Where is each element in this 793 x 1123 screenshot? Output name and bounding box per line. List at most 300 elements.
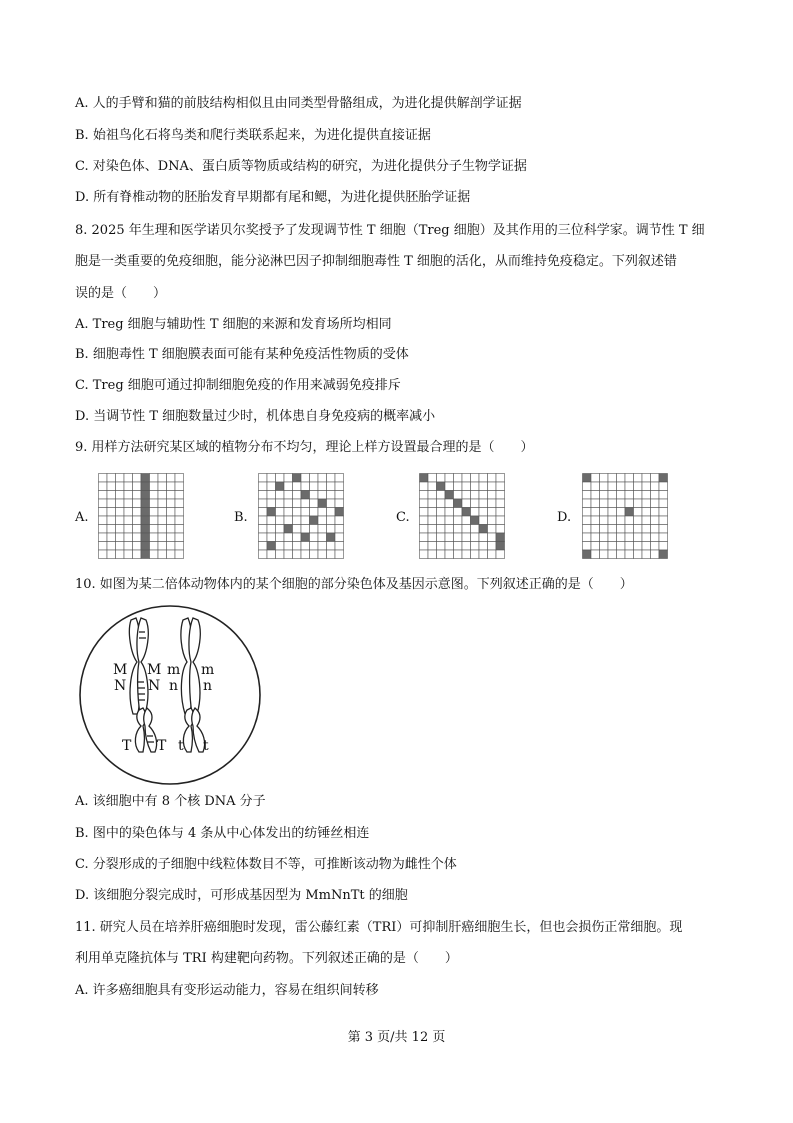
quadrat-cell (99, 516, 108, 525)
quadrat-cell (488, 533, 497, 542)
quadrat-cell (488, 542, 497, 551)
quadrat-cell (659, 533, 668, 542)
quadrat-cell (335, 542, 344, 551)
quadrat-cell (617, 525, 626, 534)
quadrat-cell (625, 533, 634, 542)
quadrat-cell-filled (141, 491, 150, 500)
quadrat-cell (445, 516, 454, 525)
quadrat-cell (116, 542, 125, 551)
quadrat-cell (310, 499, 319, 508)
quadrat-cell (462, 533, 471, 542)
quadrat-cell (617, 491, 626, 500)
quadrat-cell (124, 482, 133, 491)
quadrat-cell-filled (267, 542, 276, 551)
quadrat-cell (608, 508, 617, 517)
quadrat-cell (496, 550, 505, 559)
quadrat-cell (479, 550, 488, 559)
quadrat-cell (167, 491, 176, 500)
q8-option-b: B. 细胞毒性 T 细胞膜表面可能有某种免疫活性物质的受体 (75, 347, 409, 362)
quadrat-cell (634, 533, 643, 542)
gene-label: T (157, 738, 167, 754)
quadrat-cell (293, 525, 302, 534)
quadrat-cell (608, 542, 617, 551)
quadrat-cell (116, 516, 125, 525)
quadrat-cell (107, 542, 116, 551)
quadrat-cell (284, 508, 293, 517)
quadrat-cell (107, 525, 116, 534)
quadrat-cell (310, 491, 319, 500)
q10-option-c: C. 分裂形成的子细胞中线粒体数目不等，可推断该动物为雌性个体 (75, 857, 457, 872)
quadrat-cell (301, 516, 310, 525)
quadrat-cell (479, 533, 488, 542)
q7-option-a: A. 人的手臂和猫的前肢结构相似且由同类型骨骼组成，为进化提供解剖学证据 (75, 96, 522, 111)
quadrat-cell (267, 525, 276, 534)
quadrat-cell-filled (335, 508, 344, 517)
quadrat-cell (167, 525, 176, 534)
quadrat-cell (150, 499, 159, 508)
quadrat-cell (158, 508, 167, 517)
quadrat-cell (608, 533, 617, 542)
quadrat-cell (99, 542, 108, 551)
quadrat-cell (107, 533, 116, 542)
quadrat-cell (583, 525, 592, 534)
quadrat-cell (591, 482, 600, 491)
quadrat-cell (659, 482, 668, 491)
quadrat-cell-filled (659, 474, 668, 483)
quadrat-cell (284, 550, 293, 559)
quadrat-cell (116, 499, 125, 508)
quadrat-cell (600, 474, 609, 483)
quadrat-cell (445, 542, 454, 551)
quadrat-cell (634, 508, 643, 517)
quadrat-cell (133, 533, 142, 542)
quadrat-cell (276, 499, 285, 508)
quadrat-cell (642, 542, 651, 551)
quadrat-cell (625, 525, 634, 534)
quadrat-cell (617, 516, 626, 525)
quadrat-cell (437, 491, 446, 500)
quadrat-cell (420, 542, 429, 551)
quadrat-cell (420, 491, 429, 500)
quadrat-cell (634, 550, 643, 559)
quadrat-cell (124, 474, 133, 483)
quadrat-cell (259, 525, 268, 534)
quadrat-cell (471, 474, 480, 483)
quadrat-cell-filled (293, 474, 302, 483)
quadrat-cell (310, 482, 319, 491)
q7-option-b: B. 始祖鸟化石将鸟类和爬行类联系起来，为进化提供直接证据 (75, 128, 431, 143)
quadrat-cell (659, 516, 668, 525)
quadrat-cell (428, 516, 437, 525)
quadrat-cell (496, 508, 505, 517)
quadrat-cell-filled (141, 482, 150, 491)
quadrat-cell (428, 525, 437, 534)
quadrat-cell (428, 508, 437, 517)
quadrat-cell (454, 508, 463, 517)
quadrat-cell (150, 474, 159, 483)
gene-label: N (148, 678, 161, 694)
quadrat-cell (634, 482, 643, 491)
quadrat-cell (651, 525, 660, 534)
q11-stem-line-2: 利用单克隆抗体与 TRI 构建靶向药物。下列叙述正确的是（ ） (75, 951, 458, 966)
quadrat-cell (310, 525, 319, 534)
quadrat-cell (301, 499, 310, 508)
quadrat-cell (420, 516, 429, 525)
quadrat-cell (445, 550, 454, 559)
quadrat-cell (124, 491, 133, 500)
q10-option-a: A. 该细胞中有 8 个核 DNA 分子 (75, 794, 266, 809)
q8-stem-line-3: 误的是（ ） (75, 286, 167, 301)
quadrat-cell (133, 491, 142, 500)
quadrat-cell (437, 550, 446, 559)
quadrat-cell (133, 525, 142, 534)
quadrat-cell (167, 533, 176, 542)
quadrat-cell (634, 542, 643, 551)
quadrat-cell (600, 491, 609, 500)
quadrat-cell (158, 542, 167, 551)
quadrat-cell (335, 491, 344, 500)
quadrat-cell (471, 482, 480, 491)
quadrat-cell (150, 525, 159, 534)
quadrat-cell (124, 533, 133, 542)
q8-option-a: A. Treg 细胞与辅助性 T 细胞的来源和发育场所均相同 (75, 317, 392, 332)
quadrat-cell (625, 491, 634, 500)
quadrat-cell (175, 516, 184, 525)
quadrat-cell (301, 550, 310, 559)
quadrat-cell (310, 508, 319, 517)
q10-stem: 10. 如图为某二倍体动物体内的某个细胞的部分染色体及基因示意图。下列叙述正确的是（ ） (75, 577, 633, 592)
quadrat-cell (310, 533, 319, 542)
quadrat-cell (471, 542, 480, 551)
quadrat-cell-filled (496, 542, 505, 551)
quadrat-cell-filled (301, 491, 310, 500)
quadrat-cell (259, 491, 268, 500)
quadrat-cell (462, 474, 471, 483)
quadrat-cell (167, 499, 176, 508)
quadrat-cell (591, 491, 600, 500)
quadrat-cell (420, 533, 429, 542)
quadrat-cell (454, 516, 463, 525)
quadrat-cell (116, 491, 125, 500)
quadrat-cell (659, 491, 668, 500)
quadrat-cell (259, 533, 268, 542)
quadrat-cell (625, 499, 634, 508)
quadrat-cell (634, 516, 643, 525)
quadrat-cell (167, 474, 176, 483)
quadrat-cell-filled (659, 550, 668, 559)
quadrat-cell (318, 542, 327, 551)
q9-label-d: D. (557, 510, 572, 525)
quadrat-cell (496, 499, 505, 508)
quadrat-cell-filled (454, 499, 463, 508)
quadrat-cell (167, 482, 176, 491)
quadrat-cell (600, 516, 609, 525)
gene-label: m (167, 662, 181, 678)
quadrat-cell (116, 474, 125, 483)
quadrat-cell (301, 542, 310, 551)
quadrat-cell (634, 491, 643, 500)
quadrat-cell (175, 491, 184, 500)
quadrat-cell (583, 508, 592, 517)
quadrat-cell (496, 474, 505, 483)
quadrat-cell (479, 508, 488, 517)
quadrat-cell (445, 533, 454, 542)
quadrat-cell (99, 508, 108, 517)
quadrat-cell (293, 508, 302, 517)
quadrat-cell (420, 525, 429, 534)
quadrat-cell (124, 499, 133, 508)
quadrat-cell-filled (327, 533, 336, 542)
quadrat-cell (634, 499, 643, 508)
quadrat-cell (625, 516, 634, 525)
quadrat-cell (659, 542, 668, 551)
quadrat-cell (479, 491, 488, 500)
quadrat-cell (496, 491, 505, 500)
quadrat-cell (116, 525, 125, 534)
quadrat-cell (133, 499, 142, 508)
gene-label: M (147, 662, 162, 678)
gene-label: n (203, 678, 213, 694)
quadrat-cell (335, 482, 344, 491)
quadrat-cell (583, 542, 592, 551)
quadrat-cell (583, 499, 592, 508)
gene-label: N (114, 678, 127, 694)
quadrat-cell (318, 516, 327, 525)
quadrat-cell (124, 542, 133, 551)
quadrat-cell (259, 508, 268, 517)
quadrat-cell (158, 482, 167, 491)
quadrat-cell (600, 525, 609, 534)
quadrat-cell (335, 525, 344, 534)
quadrat-cell (471, 525, 480, 534)
quadrat-cell (479, 516, 488, 525)
quadrat-cell (591, 516, 600, 525)
quadrat-cell (99, 474, 108, 483)
quadrat-cell (651, 482, 660, 491)
quadrat-cell (259, 499, 268, 508)
quadrat-cell (327, 474, 336, 483)
quadrat-cell (428, 550, 437, 559)
quadrat-cell (167, 542, 176, 551)
quadrat-cell (496, 516, 505, 525)
quadrat-cell (462, 499, 471, 508)
quadrat-cell (488, 474, 497, 483)
quadrat-cell (133, 516, 142, 525)
quadrat-cell (284, 474, 293, 483)
quadrat-cell-filled (141, 499, 150, 508)
quadrat-cell (276, 550, 285, 559)
quadrat-cell (420, 550, 429, 559)
quadrat-cell (659, 525, 668, 534)
quadrat-cell (642, 482, 651, 491)
quadrat-cell (608, 491, 617, 500)
quadrat-cell (642, 525, 651, 534)
quadrat-cell (293, 516, 302, 525)
quadrat-cell-filled (267, 508, 276, 517)
quadrat-cell (124, 516, 133, 525)
quadrat-cell (437, 516, 446, 525)
quadrat-cell (318, 482, 327, 491)
quadrat-cell (625, 550, 634, 559)
quadrat-cell (479, 482, 488, 491)
quadrat-cell (175, 499, 184, 508)
quadrat-cell (107, 474, 116, 483)
quadrat-cell (116, 533, 125, 542)
quadrat-cell (488, 516, 497, 525)
quadrat-cell (259, 482, 268, 491)
gene-label: n (169, 678, 179, 694)
quadrat-cell (591, 525, 600, 534)
quadrat-cell (642, 474, 651, 483)
quadrat-cell (259, 474, 268, 483)
quadrat-cell (107, 516, 116, 525)
quadrat-cell (158, 499, 167, 508)
quadrat-cell (454, 491, 463, 500)
quadrat-cell (659, 508, 668, 517)
q8-option-c: C. Treg 细胞可通过抑制细胞免疫的作用来减弱免疫排斥 (75, 378, 401, 393)
quadrat-cell (428, 499, 437, 508)
q8-stem-line-2: 胞是一类重要的免疫细胞，能分泌淋巴因子抑制细胞毒性 T 细胞的活化，从而维持免疫稳定。下列叙述错 (75, 254, 677, 269)
q9-label-a: A. (75, 510, 89, 525)
q9-label-c: C. (396, 510, 410, 525)
quadrat-cell (642, 499, 651, 508)
quadrat-cell (310, 542, 319, 551)
quadrat-cell (99, 525, 108, 534)
quadrat-cell (318, 533, 327, 542)
quadrat-cell (150, 542, 159, 551)
quadrat-cell (428, 542, 437, 551)
quadrat-cell (167, 516, 176, 525)
quadrat-cell (496, 525, 505, 534)
quadrat-cell (318, 474, 327, 483)
quadrat-cell-filled (310, 516, 319, 525)
page-footer: 第 3 页/共 12 页 (347, 1030, 446, 1045)
quadrat-cell (617, 508, 626, 517)
quadrat-cell (445, 525, 454, 534)
quadrat-cell (488, 491, 497, 500)
quadrat-cell (454, 482, 463, 491)
quadrat-cell (462, 516, 471, 525)
q9-grid-a (98, 473, 184, 559)
quadrat-cell-filled (141, 508, 150, 517)
quadrat-cell (651, 508, 660, 517)
quadrat-cell (591, 550, 600, 559)
quadrat-cell (600, 533, 609, 542)
quadrat-cell (591, 474, 600, 483)
quadrat-cell-filled (141, 550, 150, 559)
quadrat-cell (608, 525, 617, 534)
quadrat-cell (651, 499, 660, 508)
quadrat-cell (293, 550, 302, 559)
quadrat-cell (276, 525, 285, 534)
quadrat-cell (488, 482, 497, 491)
quadrat-cell (488, 550, 497, 559)
quadrat-cell-filled (284, 525, 293, 534)
quadrat-cell (133, 482, 142, 491)
quadrat-cell (107, 499, 116, 508)
quadrat-cell-filled (583, 550, 592, 559)
gene-label: m (201, 662, 215, 678)
quadrat-cell (437, 525, 446, 534)
quadrat-cell (99, 499, 108, 508)
quadrat-cell (301, 508, 310, 517)
quadrat-cell (124, 525, 133, 534)
quadrat-cell (651, 491, 660, 500)
quadrat-cell (454, 550, 463, 559)
quadrat-cell (335, 474, 344, 483)
gene-label: t (178, 738, 184, 754)
quadrat-cell (608, 474, 617, 483)
q10-option-d: D. 该细胞分裂完成时，可形成基因型为 MmNnTt 的细胞 (75, 888, 408, 903)
quadrat-cell (133, 542, 142, 551)
gene-label: T (122, 738, 132, 754)
quadrat-cell (617, 499, 626, 508)
quadrat-cell (293, 533, 302, 542)
quadrat-cell (642, 508, 651, 517)
quadrat-cell (99, 550, 108, 559)
quadrat-cell (284, 533, 293, 542)
quadrat-cell (99, 491, 108, 500)
quadrat-cell (276, 516, 285, 525)
cell-diagram (75, 602, 265, 788)
quadrat-cell (335, 516, 344, 525)
quadrat-cell (608, 482, 617, 491)
quadrat-cell (437, 542, 446, 551)
quadrat-cell (318, 525, 327, 534)
quadrat-cell (107, 482, 116, 491)
quadrat-cell (175, 482, 184, 491)
quadrat-cell (634, 525, 643, 534)
quadrat-cell (150, 491, 159, 500)
q9-stem: 9. 用样方法研究某区域的植物分布不均匀，理论上样方设置最合理的是（ ） (75, 440, 534, 455)
quadrat-cell (428, 533, 437, 542)
quadrat-cell (310, 474, 319, 483)
quadrat-cell (591, 533, 600, 542)
quadrat-cell (124, 550, 133, 559)
quadrat-cell (625, 542, 634, 551)
quadrat-cell (651, 542, 660, 551)
quadrat-cell (267, 499, 276, 508)
quadrat-cell (462, 482, 471, 491)
q8-stem-line-1: 8. 2025 年生理和医学诺贝尔奖授予了发现调节性 T 细胞（Treg 细胞）及其作用的三位科学家。调节性 T 细 (75, 223, 705, 238)
quadrat-cell (293, 499, 302, 508)
quadrat-cell (293, 491, 302, 500)
quadrat-cell (276, 533, 285, 542)
quadrat-cell (318, 491, 327, 500)
quadrat-cell-filled (496, 533, 505, 542)
quadrat-cell (327, 516, 336, 525)
quadrat-cell (116, 482, 125, 491)
quadrat-cell (583, 516, 592, 525)
quadrat-cell (124, 508, 133, 517)
quadrat-cell (150, 516, 159, 525)
quadrat-cell (107, 550, 116, 559)
quadrat-cell (158, 474, 167, 483)
quadrat-cell (133, 550, 142, 559)
quadrat-cell (276, 508, 285, 517)
gene-label: t (203, 738, 209, 754)
quadrat-cell-filled (462, 508, 471, 517)
quadrat-cell (327, 508, 336, 517)
quadrat-cell (150, 533, 159, 542)
quadrat-cell (276, 474, 285, 483)
gene-label: M (113, 662, 128, 678)
quadrat-cell (158, 550, 167, 559)
quadrat-cell (642, 533, 651, 542)
quadrat-cell (327, 525, 336, 534)
quadrat-cell (284, 499, 293, 508)
quadrat-cell (437, 508, 446, 517)
